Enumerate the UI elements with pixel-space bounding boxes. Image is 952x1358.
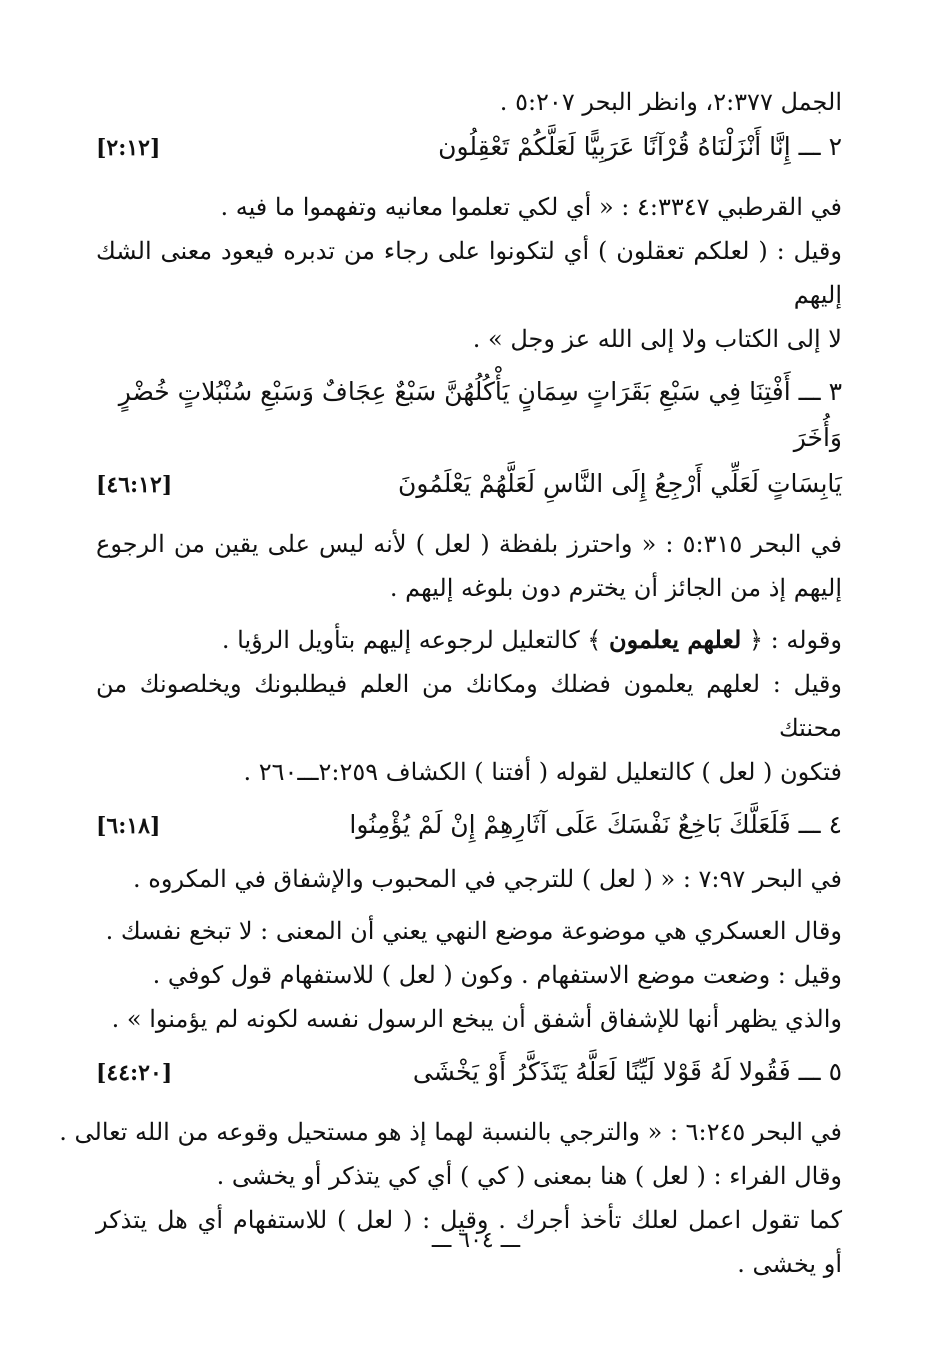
- quote-rest: كالتعليل لرجوعه إليهم بتأويل الرؤيا .: [221, 626, 580, 654]
- verse-reference: [٦:١٨]: [96, 813, 161, 839]
- text-line-4: لا إلى الكتاب ولا إلى الله عز وجل » .: [472, 325, 842, 353]
- text-line-11: وقال العسكري هي موضوعة موضع النهي يعني أن المعنى : لا تبخع نفسك .: [105, 917, 842, 945]
- quote-line: [96, 618, 842, 662]
- verse-reference: [٤٦:١٢]: [96, 472, 173, 498]
- verse-2: [96, 124, 842, 171]
- text-line-14: في البحر ٦:٢٤٥ : « والترجي بالنسبة لهما إذ هو مستحيل وقوعه من الله تعالى .: [59, 1118, 842, 1146]
- quote-lead: وقوله :: [770, 626, 842, 654]
- text-line-10: في البحر ٧:٩٧ : « ( لعل ) للترجي في المحبوب والإشفاق في المكروه .: [133, 865, 842, 893]
- verse-text: ٣ ـــ أَفْتِنَا فِي سَبْعِ بَقَرَاتٍ سِمَانٍ يَأْكُلُهُنَّ سَبْعٌ عِجَافٌ وَسَبْعِ سُنْبُلاتٍ خُضْرٍ وَأُخَرَ: [118, 377, 842, 452]
- page-number: ـــ ٦٠٤ ـــ: [431, 1228, 521, 1253]
- text-line-15: وقال الفراء : ( لعل ) هنا بمعنى ( كي ) أي كي يتذكر أو يخشى .: [216, 1162, 842, 1190]
- text-line-3: وقيل : ( لعلكم تعقلون ) أي لتكونوا على رجاء من تدبره فيعود معنى الشك إليهم: [96, 237, 842, 309]
- verse-reference: [٢:١٢]: [96, 135, 161, 161]
- verse-text: ٢ ـــ إِنَّا أَنْزَلْنَاهُ قُرْآنًا عَرَبِيًّا لَعَلَّكُمْ تَعْقِلُون: [438, 132, 842, 161]
- text-line-9: فتكون ( لعل ) كالتعليل لقوله ( أفتنا ) الكشاف ٢:٢٥٩ـــ٢٦٠ .: [243, 758, 842, 786]
- verse-4: [96, 802, 842, 849]
- text-line-8: وقيل : لعلهم يعلمون فضلك ومكانك من العلم فيطلبونك ويخلصونك من محنتك: [96, 670, 842, 742]
- text-line-5: في البحر ٥:٣١٥ : « واحترز بلفظة ( لعل ) لأنه ليس على يقين من الرجوع: [96, 530, 842, 558]
- text-line-6: إليهم إذ من الجائز أن يخترم دون بلوغه إليهم .: [389, 574, 842, 602]
- text-line-1: الجمل ٢:٣٧٧، وانظر البحر ٥:٢٠٧ .: [499, 88, 842, 116]
- quote-phrase: لعلهم يعلمون: [608, 625, 742, 654]
- verse-text: يَابِسَاتٍ لَعَلِّي أَرْجِعُ إِلَى النَّاسِ لَعَلَّهُمْ يَعْلَمُونَ: [397, 469, 842, 498]
- verse-3: [96, 369, 842, 461]
- text-line-17: أو يخشى .: [737, 1250, 842, 1278]
- text-line-13: والذي يظهر أنها للإشفاق أشفق أن يبخع الرسول نفسه لكونه لم يؤمنوا » .: [111, 1005, 842, 1033]
- quote-bracket-open: ﴿: [748, 626, 763, 654]
- page-body: [59, 80, 842, 1358]
- verse-text: ٥ ـــ فَقُولا لَهُ قَوْلا لَيِّنًا لَعَلَّهُ يَتَذَكَّرُ أَوْ يَخْشَى: [412, 1057, 842, 1086]
- verse-reference: [٤٤:٢٠]: [96, 1060, 173, 1086]
- text-line-2: في القرطبي ٤:٣٣٤٧ : « أي لكي تعلموا معانيه وتفهموا ما فيه .: [220, 193, 842, 221]
- text-line-12: وقيل : وضعت موضع الاستفهام . وكون ( لعل ) للاستفهام قول كوفي .: [152, 961, 842, 989]
- verse-3-continuation: [96, 461, 842, 508]
- quote-bracket-close: ﴾: [587, 626, 602, 654]
- text-line-16: كما تقول اعمل لعلك تأخذ أجرك . وقيل : ( لعل ) للاستفهام أي هل يتذكر: [96, 1206, 842, 1234]
- verse-5: [96, 1049, 842, 1096]
- verse-text: ٤ ـــ فَلَعَلَّكَ بَاخِعٌ نَفْسَكَ عَلَى آثَارِهِمْ إِنْ لَمْ يُؤْمِنُوا: [349, 810, 842, 839]
